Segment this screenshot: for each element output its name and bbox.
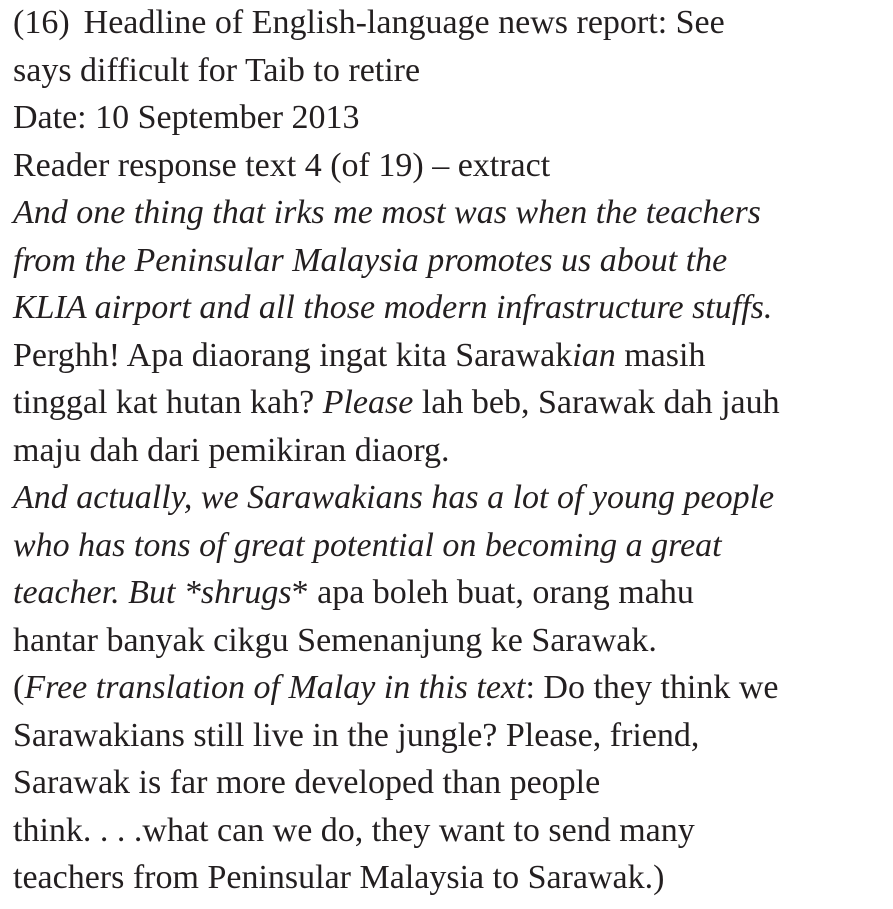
- translation-line-5: teachers from Peninsular Malaysia to Sarawak.): [13, 859, 665, 896]
- para3-line-3: [13, 569, 889, 617]
- translation-italic-label: Free translation of Malay in this text: [24, 669, 526, 706]
- para2-line-3: maju dah dari pemikiran diaorg.: [13, 431, 450, 469]
- para2-text-1b: masih: [615, 336, 706, 374]
- reader-response-line: Reader response text 4 (of 19) – extract: [13, 146, 551, 184]
- para1-line-1: [13, 189, 889, 237]
- para3-italic-2: who has tons of great potential on becoming a great: [13, 526, 722, 564]
- para2-text-2a: tinggal kat hutan kah?: [13, 384, 323, 421]
- para1-italic-2: from the Peninsular Malaysia promotes us about the: [13, 241, 728, 279]
- para3-italic-3a: teacher. But *: [13, 574, 201, 611]
- para1-line-3: [13, 284, 889, 332]
- para3-italic-3b: shrugs: [200, 574, 292, 611]
- translation-line-1: [13, 664, 889, 712]
- para2-italic-2: Please: [322, 384, 414, 421]
- translation-open-paren: (: [13, 669, 25, 706]
- para1-line-2: [13, 237, 889, 285]
- headline-line-2: says difficult for Taib to retire: [13, 51, 421, 89]
- para3-italic-1: And actually, we Sarawakians has a lot of young people: [13, 479, 775, 516]
- headline-text-1: Headline of English-language news report: See: [83, 4, 725, 41]
- entry-number: (16): [13, 4, 70, 41]
- para3-line-4: hantar banyak cikgu Semenanjung ke Sarawak.: [13, 621, 657, 659]
- para2-italic-1: ian: [572, 336, 616, 374]
- para3-line-2: [13, 522, 889, 570]
- document-page: [13, 0, 889, 902]
- translation-line-2: Sarawakians still live in the jungle? Please, friend,: [13, 716, 700, 754]
- para3-line-1: [13, 474, 889, 522]
- date-line: Date: 10 September 2013: [13, 99, 360, 136]
- translation-line-3: Sarawak is far more developed than people: [13, 764, 601, 801]
- para1-italic-1: And one thing that irks me most was when the teachers: [13, 194, 761, 231]
- para2-text-1a: Perghh! Apa diaorang ingat kita Sarawak: [13, 336, 573, 374]
- para1-italic-3: KLIA airport and all those modern infrastructure stuffs.: [13, 289, 773, 326]
- para2-text-2b: lah beb, Sarawak dah jauh: [413, 384, 780, 421]
- para2-line-2: [13, 379, 889, 427]
- translation-line-4: think. . . .what can we do, they want to send many: [13, 811, 695, 849]
- para2-line-1: [13, 332, 889, 380]
- headline-line-1: [13, 0, 889, 47]
- translation-text-1: : Do they think we: [525, 669, 779, 706]
- para3-text-3: * apa boleh buat, orang mahu: [291, 574, 694, 611]
